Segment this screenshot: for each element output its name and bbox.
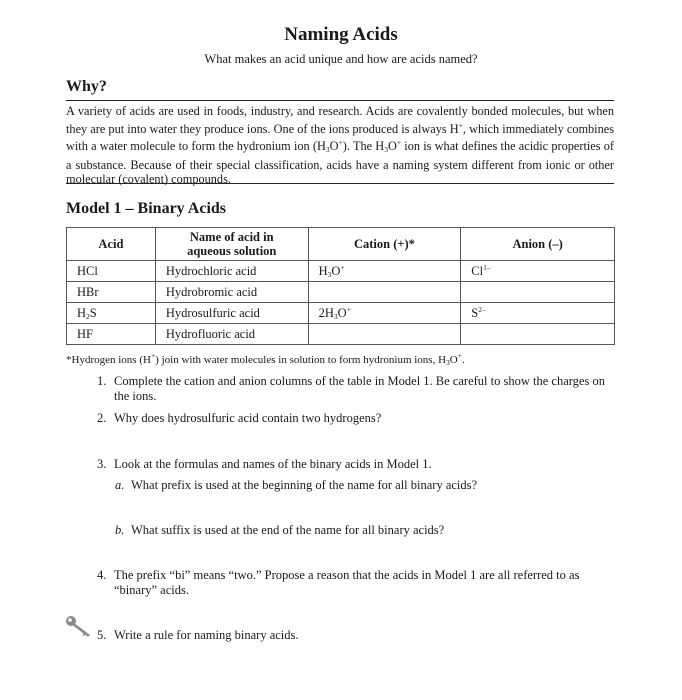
- why-paragraph: A variety of acids are used in foods, industry, and research. Acids are covalently bonded molecules, but when they are put into water they produce ions. One of the ions produced is always H+, which immediately combines with a water molecule to form the hydronium ion $(H_3O^+)$. The $H_3O^+$ ion is what defines the acidic properties of a substance. Because of their special classification, acids have a naming system different from ionic or other molecular (covalent) compounds.: [66, 104, 615, 187]
- table-row: [67, 303, 615, 324]
- acid-name: Hydrobromic acid: [155, 282, 308, 303]
- question-3b: [115, 523, 616, 538]
- acid-formula: HCl: [67, 261, 156, 282]
- subquestion-letter: a.: [115, 478, 125, 492]
- col-header-anion: Anion (–): [461, 228, 615, 261]
- question-number: 1.: [97, 374, 107, 388]
- subquestion-text: What suffix is used at the end of the name for all binary acids?: [131, 523, 445, 537]
- cation-cell[interactable]: [308, 324, 461, 345]
- col-header-name: Name of acid in aqueous solution: [155, 228, 308, 261]
- cation-cell[interactable]: $H_3O^+$: [308, 261, 461, 282]
- question-2: [97, 411, 616, 426]
- question-number: 2.: [97, 411, 107, 425]
- anion-cell[interactable]: $S^{2-}$: [461, 303, 615, 324]
- acid-formula: $H_2S$: [67, 303, 156, 324]
- question-1: [97, 374, 616, 404]
- question-4: [97, 568, 616, 598]
- question-number: 3.: [97, 457, 107, 471]
- binary-acids-table: [66, 227, 615, 345]
- question-5: [97, 628, 616, 643]
- question-number: 4.: [97, 568, 107, 582]
- key-icon: [64, 614, 94, 638]
- question-text: The prefix “bi” means “two.” Propose a reason that the acids in Model 1 are all referred to as “binary” acids.: [114, 568, 580, 597]
- table-row: [67, 282, 615, 303]
- subquestion-letter: b.: [115, 523, 125, 537]
- table-footnote: *Hydrogen ions (H+) join with water molecules in solution to form hydronium ions, $H_3O^+$.: [66, 351, 465, 367]
- page-subtitle: What makes an acid unique and how are acids named?: [204, 52, 478, 66]
- question-3a: [115, 478, 616, 493]
- anion-cell[interactable]: [461, 282, 615, 303]
- acid-formula: HF: [67, 324, 156, 345]
- cation-cell[interactable]: [308, 282, 461, 303]
- anion-cell[interactable]: [461, 324, 615, 345]
- model1-heading: Model 1 – Binary Acids: [66, 200, 227, 217]
- anion-cell[interactable]: $Cl^{1-}$: [461, 261, 615, 282]
- col-header-cation: Cation (+)*: [308, 228, 461, 261]
- subquestion-text: What prefix is used at the beginning of the name for all binary acids?: [131, 478, 478, 492]
- table-row: [67, 261, 615, 282]
- question-text: Write a rule for naming binary acids.: [114, 628, 299, 642]
- col-header-acid: Acid: [67, 228, 156, 261]
- acid-name: Hydrochloric acid: [155, 261, 308, 282]
- acid-name: Hydrosulfuric acid: [155, 303, 308, 324]
- question-text: Look at the formulas and names of the binary acids in Model 1.: [114, 457, 432, 471]
- question-text: Why does hydrosulfuric acid contain two hydrogens?: [114, 411, 382, 425]
- why-bottom-rule: [66, 183, 614, 184]
- cation-cell[interactable]: $2H_3O^+$: [308, 303, 461, 324]
- why-heading: Why?: [66, 78, 107, 95]
- question-3: [97, 457, 616, 472]
- acid-name: Hydrofluoric acid: [155, 324, 308, 345]
- table-row: [67, 324, 615, 345]
- page-title: Naming Acids: [284, 24, 398, 45]
- why-top-rule: [66, 100, 614, 101]
- acid-formula: HBr: [67, 282, 156, 303]
- question-number: 5.: [97, 628, 107, 642]
- table-header-row: [67, 228, 615, 261]
- question-text: Complete the cation and anion columns of the table in Model 1. Be careful to show the charges on the ions.: [114, 374, 605, 403]
